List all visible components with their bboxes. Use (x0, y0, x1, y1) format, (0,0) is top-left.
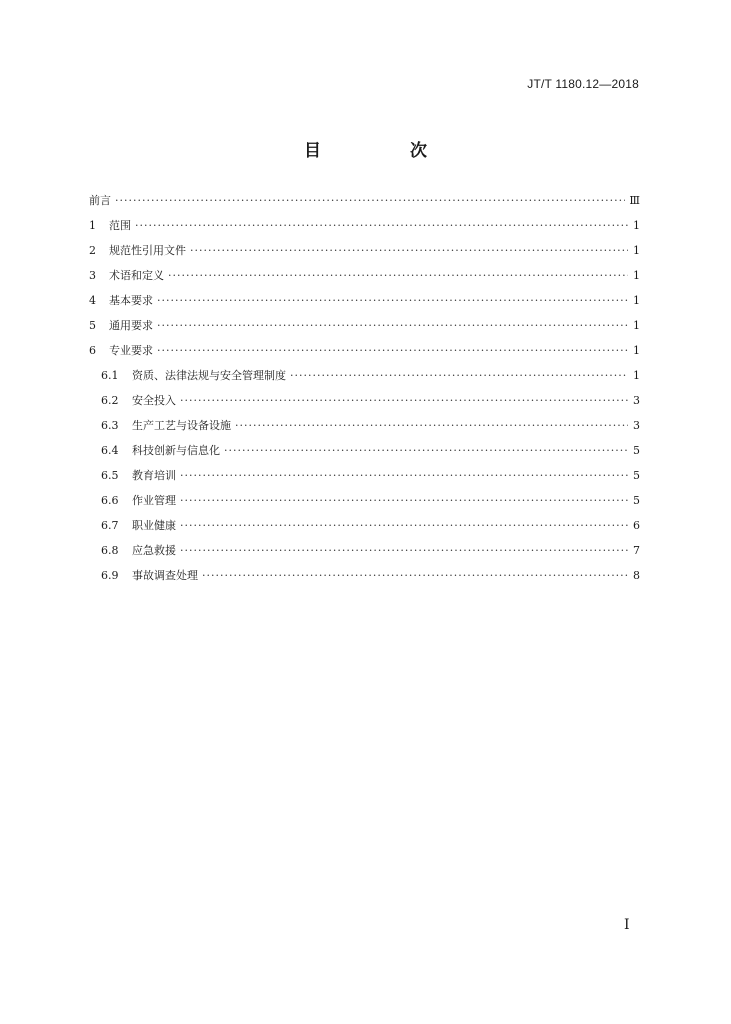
toc-leader-dots (224, 443, 628, 459)
toc-entry[interactable] (89, 343, 640, 368)
toc-entry[interactable] (89, 518, 640, 543)
toc-entry-label: 教育培训 (132, 469, 176, 482)
toc-entry-label: 安全投入 (132, 394, 176, 407)
toc-entry-label: 职业健康 (132, 519, 176, 532)
toc-entry-page: 3 (633, 419, 640, 432)
toc-entry-number: 4 (89, 294, 96, 307)
toc-entry-label: 专业要求 (109, 344, 153, 357)
toc-entry[interactable] (89, 443, 640, 468)
toc-entry-number: 6 (89, 344, 96, 357)
toc-entry-number: 6.1 (101, 369, 119, 382)
toc-entry-page: 1 (633, 319, 640, 332)
toc-entry-number: 6.8 (101, 544, 119, 557)
toc-entry[interactable] (89, 243, 640, 268)
toc-entry[interactable] (89, 368, 640, 393)
toc-entry-number: 6.6 (101, 494, 119, 507)
toc-entry-label: 科技创新与信息化 (132, 444, 220, 457)
toc-entry[interactable] (89, 318, 640, 343)
toc-entry-page: 5 (633, 444, 640, 457)
toc-entry[interactable] (89, 418, 640, 443)
toc-entry-page: 1 (633, 294, 640, 307)
toc-leader-dots (115, 193, 625, 209)
toc-leader-dots (168, 268, 628, 284)
toc-entry-page: 1 (633, 244, 640, 257)
toc-entry-number: 5 (89, 319, 96, 332)
standard-code: JT/T 1180.12—2018 (527, 77, 639, 91)
toc-entry-label: 范围 (109, 219, 131, 232)
toc-entry-number: 6.3 (101, 419, 119, 432)
toc-entry-page: 5 (633, 494, 640, 507)
toc-entry-page: 3 (633, 394, 640, 407)
toc-entry[interactable] (89, 268, 640, 293)
toc-entry-number: 2 (89, 244, 96, 257)
toc-leader-dots (180, 468, 628, 484)
toc-entry-label: 事故调查处理 (132, 569, 198, 582)
toc-entry-number: 3 (89, 269, 96, 282)
toc-entry-label: 基本要求 (109, 294, 153, 307)
table-of-contents (89, 193, 640, 593)
toc-entry[interactable] (89, 493, 640, 518)
toc-leader-dots (157, 293, 628, 309)
toc-leader-dots (180, 393, 628, 409)
toc-entry-page: 8 (633, 569, 640, 582)
toc-entry-label: 规范性引用文件 (109, 244, 186, 257)
toc-entry-page: 1 (633, 219, 640, 232)
toc-leader-dots (290, 368, 628, 384)
toc-entry[interactable] (89, 393, 640, 418)
toc-entry-number: 6.5 (101, 469, 119, 482)
toc-entry-label: 生产工艺与设备设施 (132, 419, 231, 432)
toc-entry-label: 术语和定义 (109, 269, 164, 282)
page-number: Ⅰ (624, 917, 630, 933)
toc-entry-number: 6.2 (101, 394, 119, 407)
toc-entry-label: 资质、法律法规与安全管理制度 (132, 369, 286, 382)
toc-entry-label: 通用要求 (109, 319, 153, 332)
toc-title: 目 次 (304, 141, 463, 161)
toc-leader-dots (202, 568, 628, 584)
toc-entry[interactable] (89, 218, 640, 243)
toc-entry-page: Ⅲ (629, 194, 640, 207)
toc-leader-dots (190, 243, 628, 259)
toc-entry[interactable] (89, 193, 640, 218)
toc-entry-page: 6 (633, 519, 640, 532)
toc-entry-page: 1 (633, 269, 640, 282)
toc-entry-page: 1 (633, 344, 640, 357)
toc-leader-dots (157, 318, 628, 334)
toc-leader-dots (157, 343, 628, 359)
toc-leader-dots (180, 493, 628, 509)
toc-leader-dots (180, 543, 628, 559)
toc-entry-page: 1 (633, 369, 640, 382)
toc-entry[interactable] (89, 293, 640, 318)
toc-leader-dots (235, 418, 628, 434)
toc-entry-page: 5 (633, 469, 640, 482)
toc-entry-label: 应急救援 (132, 544, 176, 557)
toc-entry[interactable] (89, 468, 640, 493)
toc-entry-number: 6.7 (101, 519, 119, 532)
toc-entry-number: 1 (89, 219, 96, 232)
toc-entry-label: 前言 (89, 194, 111, 207)
toc-entry-number: 6.9 (101, 569, 119, 582)
toc-leader-dots (180, 518, 628, 534)
toc-entry[interactable] (89, 543, 640, 568)
toc-entry-number: 6.4 (101, 444, 119, 457)
toc-entry[interactable] (89, 568, 640, 593)
toc-entry-label: 作业管理 (132, 494, 176, 507)
toc-leader-dots (135, 218, 628, 234)
toc-entry-page: 7 (633, 544, 640, 557)
